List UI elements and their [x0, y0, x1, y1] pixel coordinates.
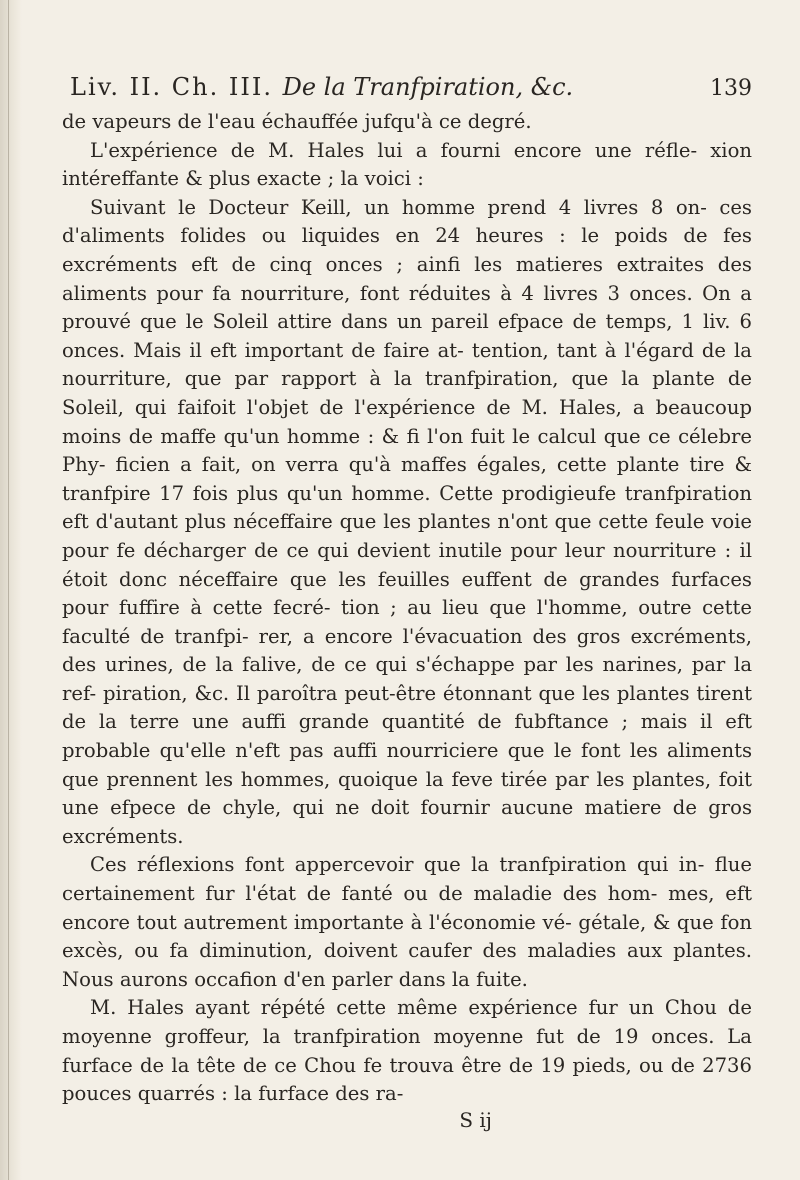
paragraph-continuation: de vapeurs de l'eau échauffée jufqu'à ce degré. [62, 110, 532, 133]
page-gutter-shadow [0, 0, 22, 1180]
paragraph: Suivant le Docteur Keill, un homme prend 4 livres 8 on- ces d'aliments folides ou liquides en 24 heures : le poids de fes excréments eft de cinq onces ; ainfi les matieres extraites des aliments pour fa nourriture, font réduites à 4 livres 3 onces. On a prouvé que le Soleil attire dans un pareil efpace de temps, 1 liv. 6 onces. Mais il eft important de faire at- tention, tant à l'égard de la nourriture, que par rapport à la tranfpiration, que la plante de Soleil, qui faifoit l'objet de l'expérience de M. Hales, a beaucoup moins de maffe qu'un homme : & fi l'on fuit le calcul que ce célebre Phy- ficien a fait, on verra qu'à maffes égales, cette plante tire & tranfpire 17 fois plus qu'un homme. Cette prodigieufe tranfpiration eft d'autant plus néceffaire que les plantes n'ont que cette feule voie pour fe décharger de ce qui devient inutile pour leur nourriture : il étoit donc néceffaire que les feuilles euffent de grandes furfaces pour fuffire à cette fecré- tion ; au lieu que l'homme, outre cette faculté de tranfpi- rer, a encore l'évacuation des gros excréments, des urines, de la falive, de ce qui s'échappe par les narines, par la ref- piration, &c. Il paroîtra peut-être étonnant que les plantes tirent de la terre une auffi grande quantité de fubftance ; mais il eft probable qu'elle n'eft pas auffi nourriciere que le font les aliments que prennent les hommes, quoique la feve tirée par les plantes, foit une efpece de chyle, qui ne doit fournir aucune matiere de gros excréments. [62, 195, 752, 848]
page-header [62, 72, 752, 104]
running-head-italic: De la Tranfpiration, &c. [282, 73, 574, 101]
running-head [70, 72, 573, 102]
running-head-roman: Liv. II. Ch. III. [70, 73, 273, 101]
paragraph: L'expérience de M. Hales lui a fourni encore une réfle- xion intéreffante & plus exacte ; la voici : [62, 138, 752, 191]
body-text [62, 108, 752, 1109]
paragraph: Ces réflexions font appercevoir que la tranfpiration qui in- flue certainement fur l'état de fanté ou de maladie des hom- mes, eft encore tout autrement importante à l'économie vé- gétale, & que fon excès, ou fa diminution, doivent caufer des maladies aux plantes. Nous aurons occafion d'en parler dans la fuite. [62, 853, 752, 991]
book-page [62, 72, 752, 1133]
paragraph: M. Hales ayant répété cette même expérience fur un Chou de moyenne groffeur, la tranfpiration moyenne fut de 19 onces. La furface de la tête de ce Chou fe trouva être de 19 pieds, ou de 2736 pouces quarrés : la furface des ra- [62, 996, 752, 1106]
page-number: 139 [710, 76, 752, 101]
page-gutter-line [8, 0, 9, 1180]
signature-mark: S ij [459, 1107, 492, 1132]
